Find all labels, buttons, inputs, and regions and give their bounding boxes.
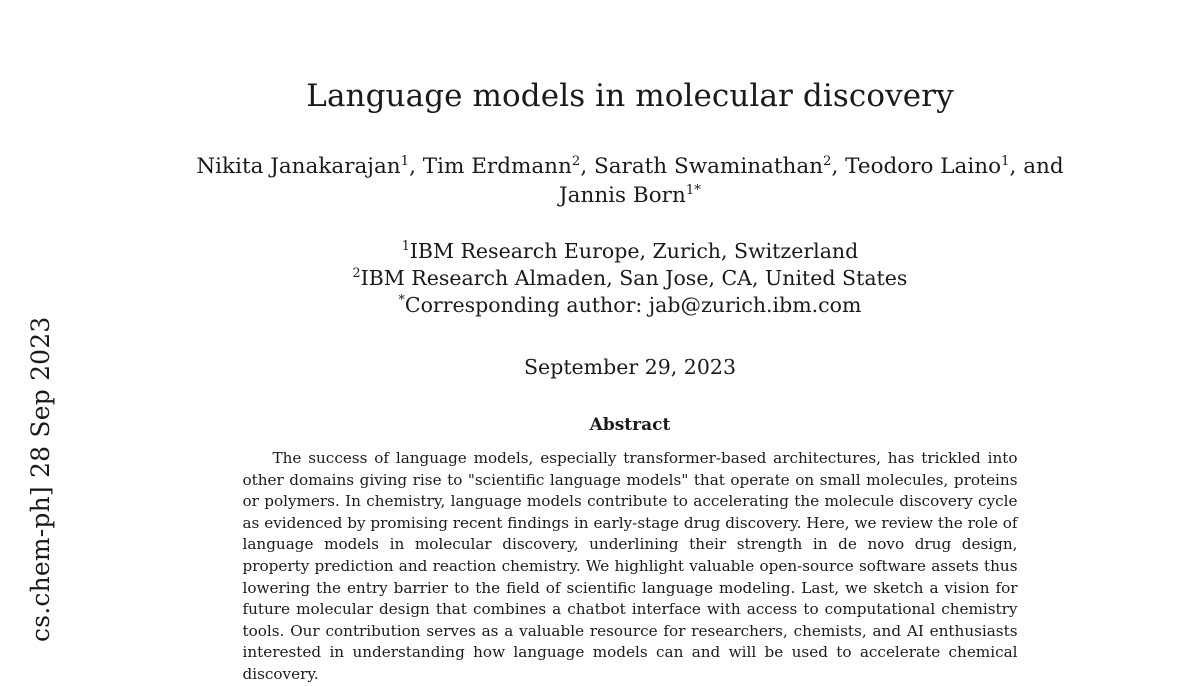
abstract-text: The success of language models, especially transformer-based architectures, has trickled into other domains giving rise to "scientific language models" that operate on small molecules, proteins or polymers. In chemistry, language models contribute to accelerating the molecule discovery cycle as evidenced by promising recent findings in early-stage drug discovery. Here, we review the role of language models in molecular discovery, underlining their strength in de novo drug design, property prediction and reaction chemistry. We highlight valuable open-source software assets thus lowering the entry barrier to the field of scientific language modeling. Last, we sketch a vision for future molecular design that combines a chatbot interface with access to computational chemistry tools. Our contribution serves as a valuable resource for researchers, chemists, and AI enthusiasts interested in understanding how language models can and will be used to accelerate chemical discovery.	[242, 449, 1018, 683]
author-affiliation-marker-4: 1	[1001, 153, 1010, 169]
affiliation-item-2	[170, 265, 1090, 292]
author-name-5: Jannis Born	[559, 183, 686, 209]
author-affiliation-marker-5: 1*	[685, 182, 701, 198]
page-title: Language models in molecular discovery	[306, 78, 954, 114]
abstract-heading: Abstract	[589, 415, 671, 436]
affiliation-text-1: IBM Research Europe, Zurich, Switzerland	[409, 239, 859, 264]
author-name-1: Nikita Janakarajan	[196, 154, 401, 179]
affiliation-marker-3: *	[398, 292, 405, 308]
author-separator-4: , and	[1009, 154, 1064, 179]
affiliation-item-1	[170, 238, 1090, 265]
author-list	[170, 114, 1090, 210]
affiliation-list	[170, 210, 1090, 319]
corresponding-author-text: Corresponding author: jab@zurich.ibm.com	[404, 293, 862, 318]
affiliation-marker-1: 1	[401, 238, 410, 254]
publication-date: September 29, 2023	[524, 355, 736, 380]
author-separator-1: , Tim Erdmann	[409, 154, 572, 179]
arxiv-identifier-text: cs.chem-ph] 28 Sep 2023	[25, 316, 55, 642]
affiliation-item-3	[170, 292, 1090, 319]
author-separator-2: , Sarath Swaminathan	[580, 154, 824, 179]
author-separator-3: , Teodoro Laino	[831, 154, 1002, 179]
author-affiliation-marker-1: 1	[400, 153, 410, 169]
author-affiliation-marker-2: 2	[571, 153, 581, 169]
affiliation-marker-2: 2	[352, 265, 361, 281]
author-affiliation-marker-3: 2	[823, 153, 832, 169]
affiliation-text-2: IBM Research Almaden, San Jose, CA, United States	[360, 266, 908, 291]
